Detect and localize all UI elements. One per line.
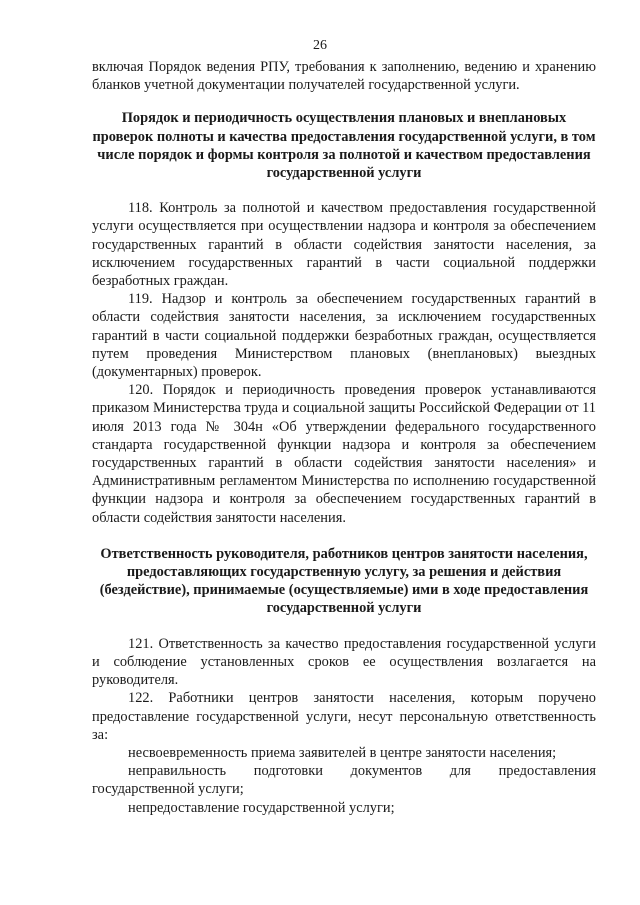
paragraph-118: 118. Контроль за полнотой и качеством предоставления государственной услуги осуществляется при осуществлении надзора и контроля за обеспечением государственных гарантий в области содействия занятости населения, за исключением государственных гарантий в части социальной поддержки безработных граждан. [92,200,596,290]
list-item: неправильность подготовки документов для предоставления государственной услуги; [92,763,596,798]
section-heading-inspections: Порядок и периодичность осуществления плановых и внеплановых проверок полноты и качества предоставления государственной услуги, в том числе порядок и формы контроля за полнотой и качеством предоставления государственной услуги [92,110,596,182]
paragraph-121: 121. Ответственность за качество предоставления государственной услуги и соблюдение установленных сроков ее осуществления возлагается на руководителя. [92,635,596,689]
section-heading-responsibility: Ответственность руководителя, работников центров занятости населения, предоставляющих государственную услугу, за решения и действия (бездействие), принимаемые (осуществляемые) ими в ходе предоставления государственной услуги [99,545,589,617]
page-number: 26 [313,38,327,53]
list-item: несвоевременность приема заявителей в центре занятости населения; [128,744,557,761]
paragraph-119: 119. Надзор и контроль за обеспечением государственных гарантий в области содействия занятости населения, за исключением государственных гарантий в части социальной поддержки безработных граждан, осуществляется путем проведения Министерством плановых (внеплановых) выездных (документарных) проверок. [92,291,596,381]
intro-paragraph: включая Порядок ведения РПУ, требования к заполнению, ведению и хранению бланков учетной документации получателей государственной услуги. [92,59,596,94]
paragraph-122: 122. Работники центров занятости населения, которым поручено предоставление государственной услуги, несут персональную ответственность за: [92,690,596,743]
page-content [92,58,596,817]
paragraph-120: 120. Порядок и периодичность проведения проверок устанавливаются приказом Министерства труда и социальной защиты Российской Федерации от 11 июля 2013 года № 304н «Об утверждении федерального государственного стандарта государственной функции надзора и контроля за обеспечением государственных гарантий в области содействия занятости населения» и Административным регламентом Министерства по исполнению государственной функции надзора и контроля за обеспечением государственных гарантий в области содействия занятости населения. [92,382,596,526]
list-item: непредоставление государственной услуги; [128,799,395,816]
